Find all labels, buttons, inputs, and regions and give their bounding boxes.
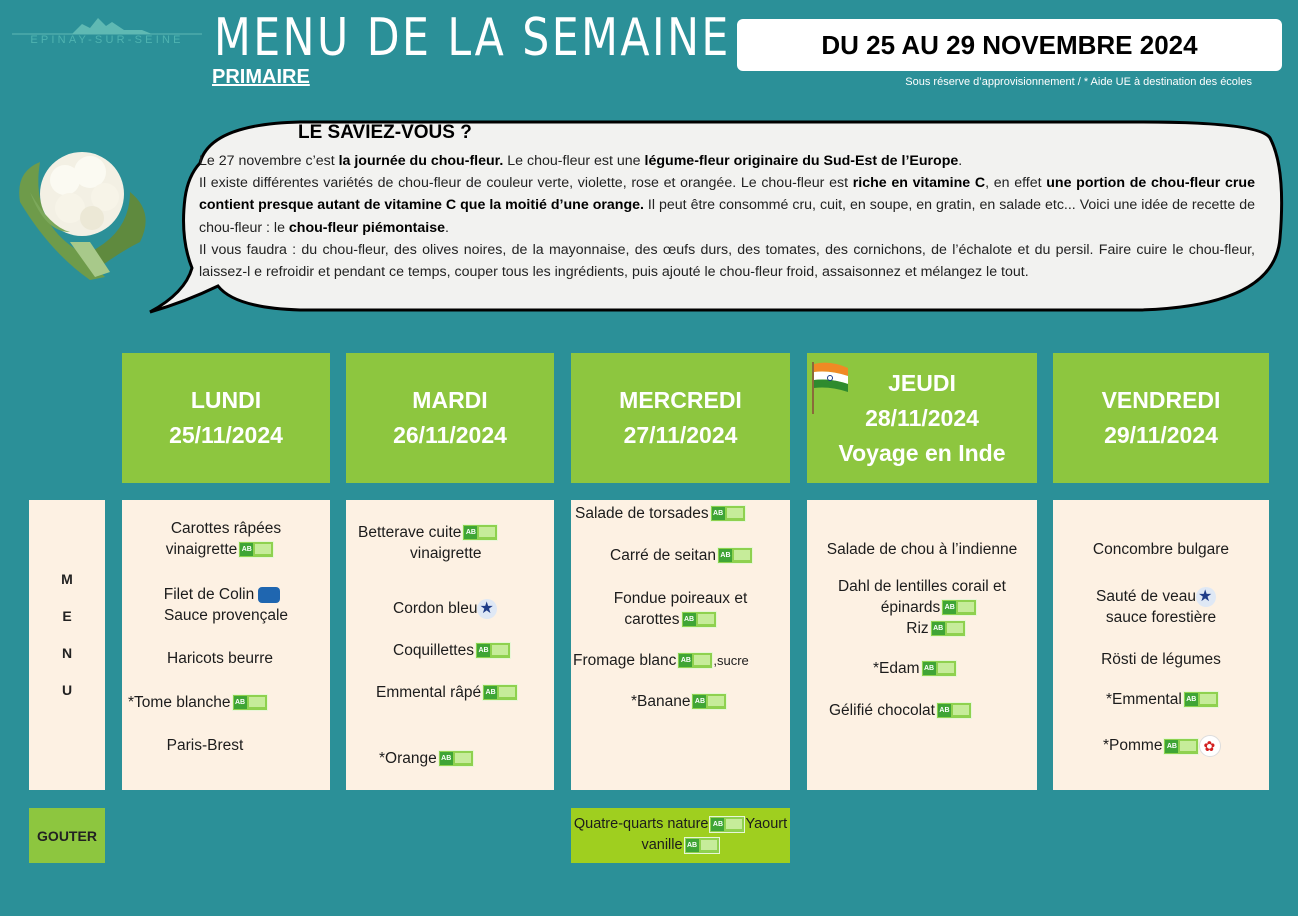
city-skyline-icon xyxy=(12,14,202,36)
dish-cheese xyxy=(376,682,551,703)
dish-starter xyxy=(358,524,548,564)
dish-text: ,sucre xyxy=(713,653,749,668)
dish-cheese xyxy=(873,658,1033,679)
menu-jeudi xyxy=(807,500,1037,790)
snack-text: vanille xyxy=(641,837,683,853)
dish-text: Gélifié chocolat xyxy=(829,702,935,719)
dish-text: Filet de Colin xyxy=(163,586,255,603)
organic-label-icon xyxy=(684,837,720,854)
dish-text: *Banane xyxy=(631,693,691,710)
organic-label-icon xyxy=(1183,691,1219,708)
dish-text: *Pomme xyxy=(1103,737,1163,755)
dish-side: Rösti de légumes xyxy=(1101,651,1221,668)
text-run: . xyxy=(445,219,449,236)
text-run-bold: une portion de chou-fleur crue contient presque autant de vitamine C que la moitié d’une orange. xyxy=(199,175,1255,214)
dish-text: Salade de torsades xyxy=(575,505,709,522)
day-date: 27/11/2024 xyxy=(623,422,738,448)
dish-cheese xyxy=(128,692,324,713)
organic-label-icon xyxy=(475,642,511,659)
dish-main xyxy=(1053,586,1269,628)
dish-dessert xyxy=(829,700,1034,721)
organic-label-icon xyxy=(709,816,745,833)
organic-label-icon xyxy=(936,702,972,719)
bubble-paragraph-2 xyxy=(199,172,1255,239)
local-label-icon xyxy=(1199,735,1221,757)
organic-label-icon xyxy=(710,505,746,522)
organic-label-icon xyxy=(482,684,518,701)
text-run: Le chou-fleur est une xyxy=(503,153,645,169)
dish-text: Carottes râpées xyxy=(170,520,282,537)
day-name: VENDREDI xyxy=(1101,387,1221,413)
dish-text: sauce forestière xyxy=(1105,609,1217,626)
gouter-label: GOUTER xyxy=(29,808,105,863)
page-subtitle: PRIMAIRE xyxy=(212,66,310,88)
dish-side xyxy=(393,640,553,661)
dish-text: *Emmental xyxy=(1106,691,1182,708)
dish-starter: Salade de chou à l’indienne xyxy=(826,541,1018,558)
dish-dessert: Paris-Brest xyxy=(166,737,244,754)
text-run-bold: légume-fleur originaire du Sud-Est de l’Europe xyxy=(644,153,959,169)
menu-letter: U xyxy=(61,682,73,698)
bubble-text xyxy=(199,150,1255,283)
organic-label-icon xyxy=(681,611,717,628)
organic-label-icon xyxy=(238,541,274,558)
day-name: LUNDI xyxy=(190,387,262,413)
day-date: 29/11/2024 xyxy=(1104,422,1218,448)
day-date: 25/11/2024 xyxy=(169,422,283,448)
text-run: Il peut être consommé cru, cuit, en soupe, en gratin, en salade etc... Voici une idée de recette de chou-fleur : le xyxy=(199,197,1255,236)
dish-side: Haricots beurre xyxy=(167,650,273,667)
dish-text: Coquillettes xyxy=(393,642,474,659)
dish-text: épinards xyxy=(880,599,941,616)
text-run-bold: riche en vitamine C xyxy=(852,175,986,192)
snack-text: Quatre-quarts nature xyxy=(573,816,709,832)
bubble-title: LE SAVIEZ-VOUS ? xyxy=(298,122,472,143)
day-header-mardi xyxy=(346,353,554,483)
menu-letter: N xyxy=(61,645,73,661)
dish-text: Dahl de lentilles corail et xyxy=(837,578,1006,595)
menu-label-column xyxy=(29,500,105,790)
dish-cheese xyxy=(1106,689,1266,710)
dish-text: *Orange xyxy=(379,750,437,767)
bubble-paragraph-3: Il vous faudra : du chou-fleur, des olives noires, de la mayonnaise, des œufs durs, des tomates, des cornichons, de l’échalote et du persil. Faire cuire le chou-fleur, laissez-l e refroidir et pendant ce temps, couper tous les ingrédients, puis ajouté le chou-fleur froid, assaisonnez et mélangez le tout. xyxy=(199,241,1255,281)
menu-mardi xyxy=(346,500,554,790)
dish-text: Fromage blanc xyxy=(573,652,677,669)
text-run-bold: la journée du chou-fleur. xyxy=(338,153,504,169)
quality-label-icon xyxy=(1196,587,1216,607)
snack-text: Yaourt xyxy=(745,816,788,832)
organic-label-icon xyxy=(717,547,753,564)
organic-label-icon xyxy=(677,652,713,669)
organic-label-icon xyxy=(930,620,966,637)
organic-label-icon xyxy=(232,694,268,711)
city-logo xyxy=(12,14,202,48)
dish-text: Riz xyxy=(906,620,929,637)
menu-letter: M xyxy=(61,571,73,587)
date-range: DU 25 AU 29 NOVEMBRE 2024 xyxy=(737,19,1282,71)
day-date: 28/11/2024 xyxy=(865,404,979,431)
organic-label-icon xyxy=(438,750,474,767)
text-run: , en effet xyxy=(985,175,1047,192)
dish-text: *Tome blanche xyxy=(128,694,231,711)
menu-mercredi xyxy=(571,500,790,790)
text-run-bold: chou-fleur piémontaise xyxy=(288,219,445,236)
dish-text: Emmental râpé xyxy=(376,684,482,701)
text-run: Le 27 novembre c’est xyxy=(199,153,339,169)
organic-label-icon xyxy=(1163,738,1199,755)
dish-dairy xyxy=(573,650,790,671)
dish-text: vinaigrette xyxy=(165,541,238,558)
dish-main xyxy=(807,576,1037,639)
dish-dessert xyxy=(631,691,790,712)
text-run: . xyxy=(958,153,963,169)
day-header-lundi xyxy=(122,353,330,483)
bubble-paragraph-1 xyxy=(199,150,1255,172)
dish-text: Betterave cuite xyxy=(358,524,462,541)
text-run: Il existe différentes variétés de chou-fleur de couleur verte, violette, rose et orangée. Le chou-fleur est xyxy=(199,175,853,192)
day-header-mercredi xyxy=(571,353,790,483)
msc-label-icon xyxy=(258,587,280,603)
dish-text: Fondue poireaux et xyxy=(613,590,748,607)
day-name: JEUDI xyxy=(888,369,956,396)
day-name: MARDI xyxy=(412,387,488,413)
dish-side xyxy=(571,588,790,630)
quality-label-icon xyxy=(477,599,497,619)
page-title: MENU DE LA SEMAINE xyxy=(214,8,731,68)
menu-vendredi xyxy=(1053,500,1269,790)
menu-lundi xyxy=(122,500,330,790)
logo-text: EPINAY-SUR-SEINE xyxy=(30,34,184,46)
supply-notice: Sous réserve d’approvisionnement / * Aide UE à destination des écoles xyxy=(905,76,1252,88)
dish-main xyxy=(610,545,790,566)
gouter-mercredi xyxy=(571,808,790,863)
cauliflower-icon xyxy=(10,132,158,282)
dish-starter xyxy=(122,518,330,560)
organic-label-icon xyxy=(691,693,727,710)
organic-label-icon xyxy=(921,660,957,677)
dish-text: Cordon bleu xyxy=(393,600,478,617)
menu-letter: E xyxy=(62,608,72,624)
organic-label-icon xyxy=(462,524,498,541)
dish-text: vinaigrette xyxy=(410,545,482,562)
dish-starter xyxy=(575,503,790,524)
dish-text: Sauce provençale xyxy=(163,607,289,624)
dish-text: *Edam xyxy=(873,660,920,677)
dish-dessert xyxy=(379,748,549,769)
dish-dessert xyxy=(1103,735,1268,757)
dish-main xyxy=(393,598,553,619)
organic-label-icon xyxy=(941,599,977,616)
dish-starter: Concombre bulgare xyxy=(1092,541,1230,558)
india-flag-icon xyxy=(810,360,850,415)
dish-text: Carré de seitan xyxy=(610,547,716,564)
day-header-vendredi xyxy=(1053,353,1269,483)
dish-main xyxy=(122,584,330,626)
dish-text: carottes xyxy=(624,611,680,628)
dish-text: Sauté de veau xyxy=(1096,588,1196,605)
day-theme: Voyage en Inde xyxy=(838,439,1006,466)
day-name: MERCREDI xyxy=(619,387,742,413)
day-date: 26/11/2024 xyxy=(393,422,507,448)
